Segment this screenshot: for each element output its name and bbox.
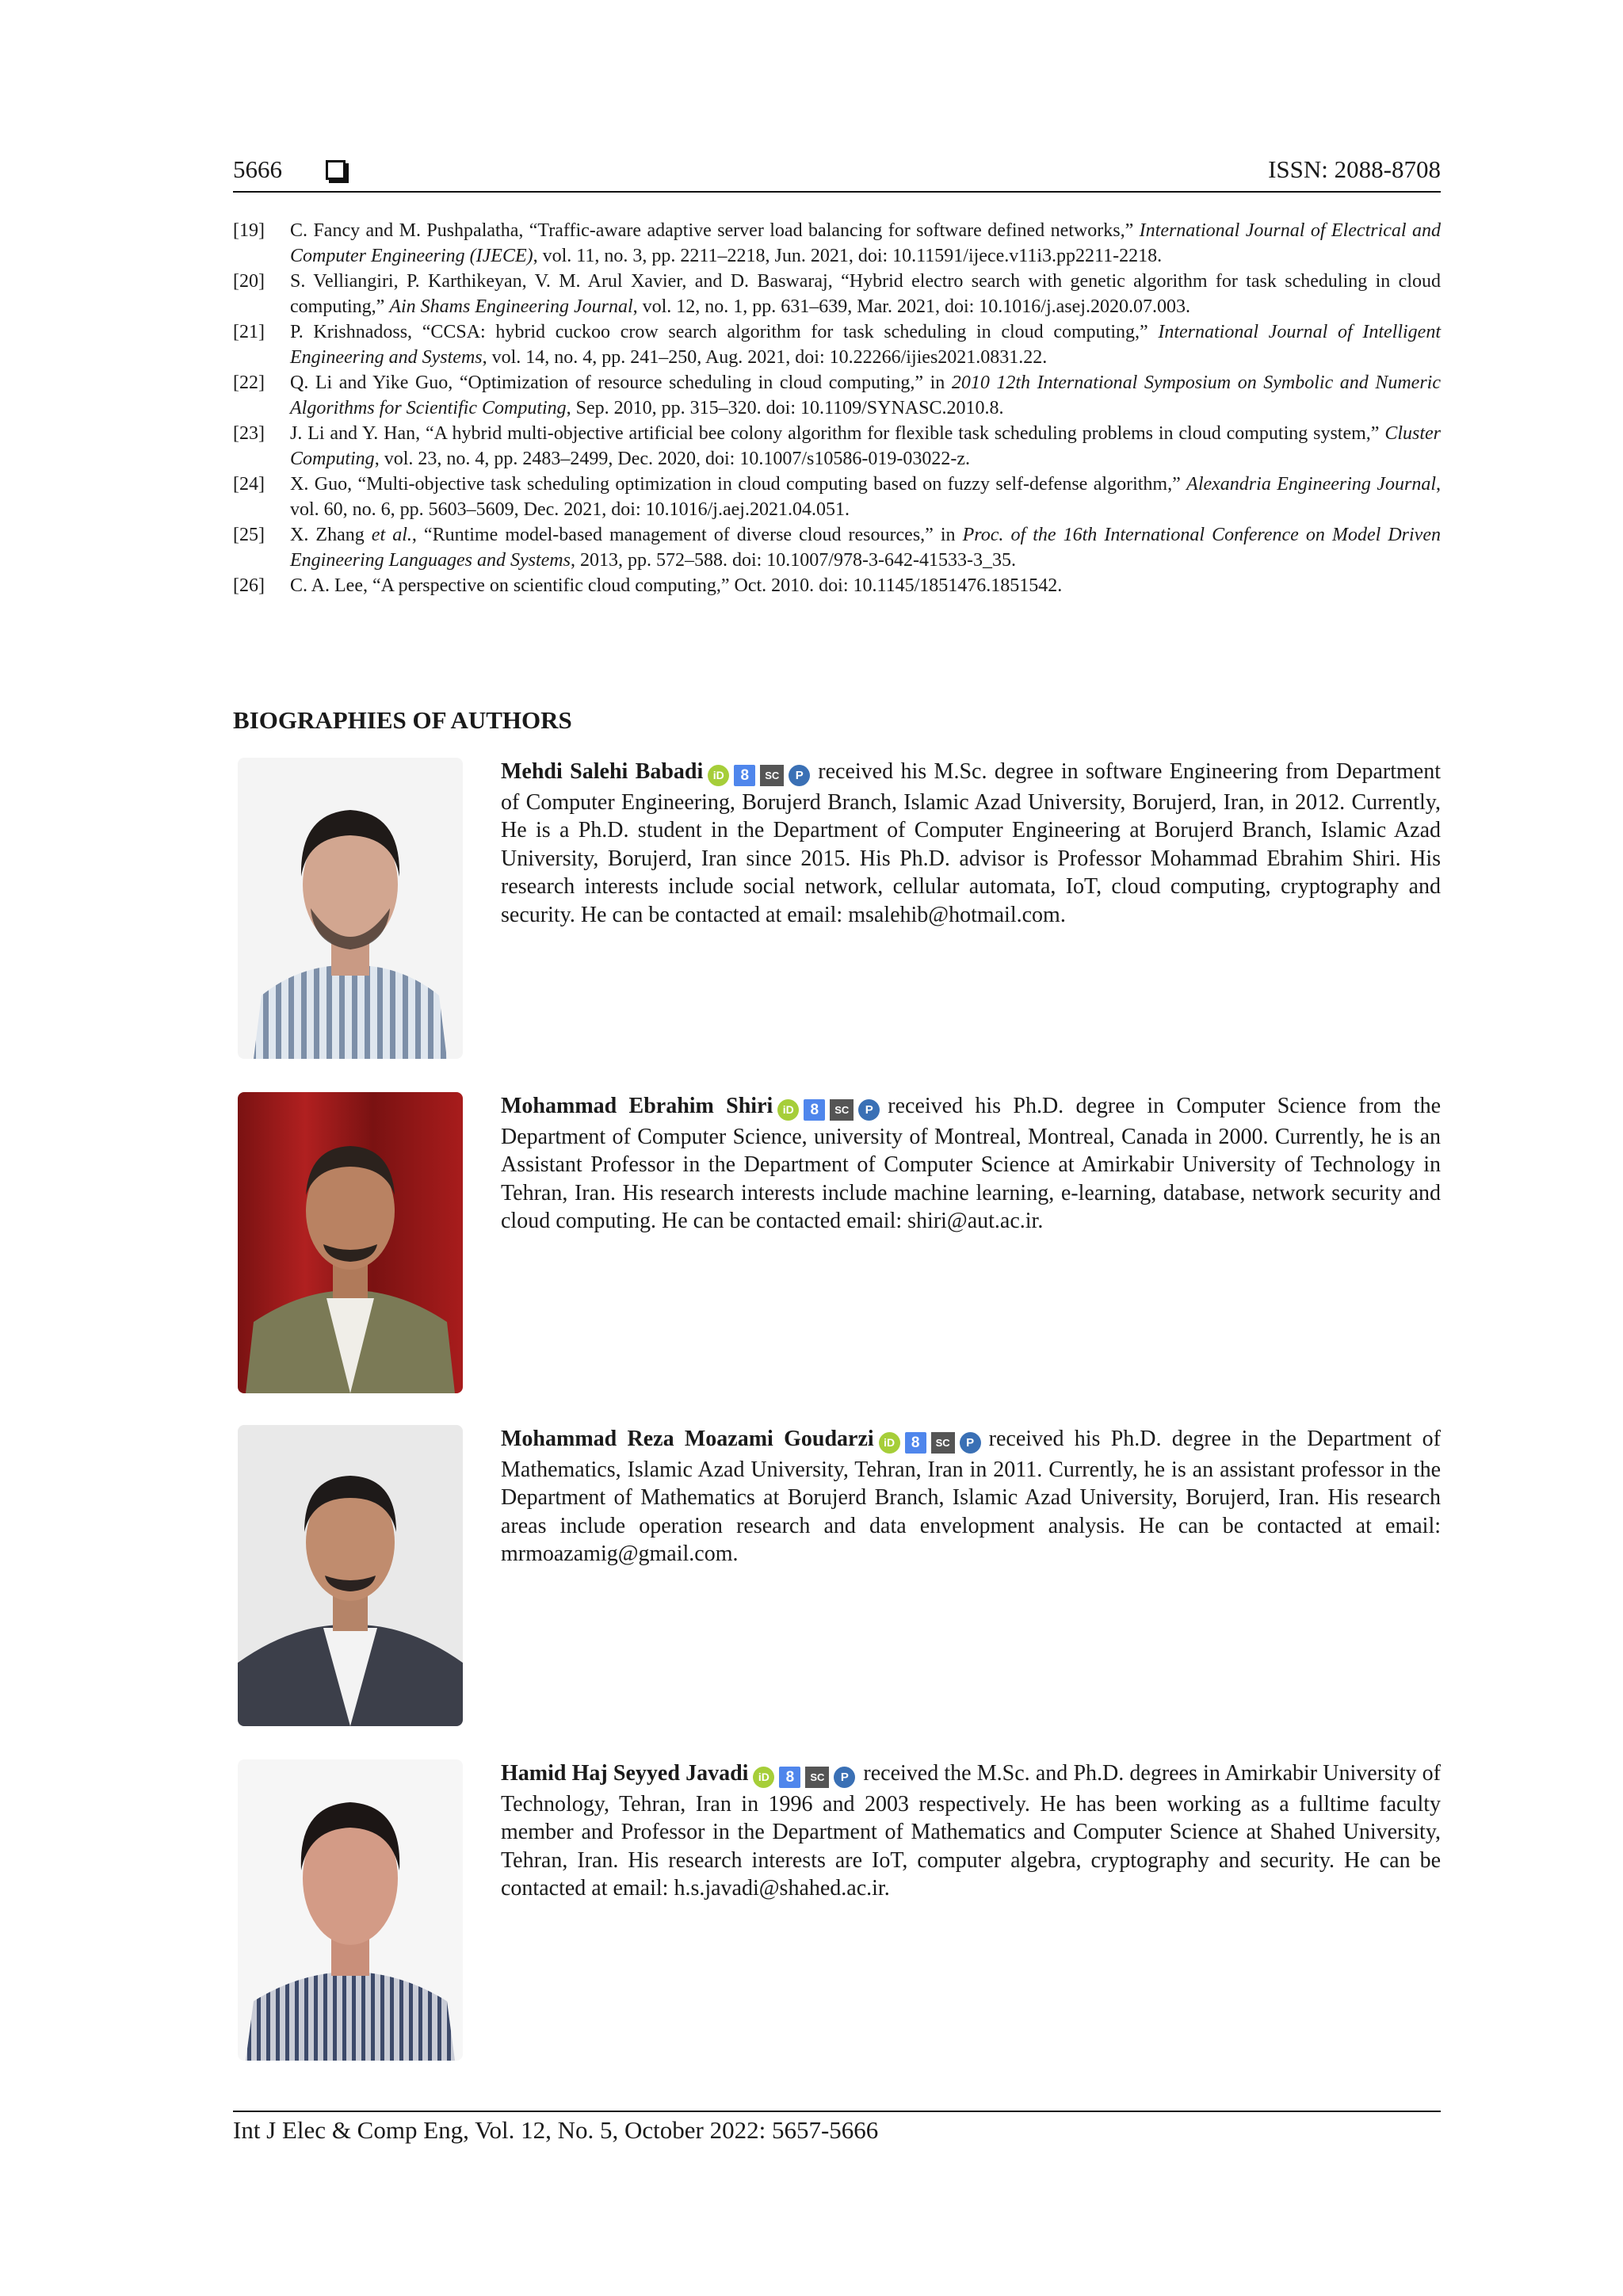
reference-item [233, 269, 1441, 319]
reference-text: J. Li and Y. Han, “A hybrid multi-objective artificial bee colony algorithm for flexible task scheduling problems in cloud computing system,” Cluster Computing, vol. 23, no. 4, pp. 2483–2499, Dec. 2020, doi: 10.1007/s10586-019-03022-z. [290, 423, 1441, 469]
reference-text: C. A. Lee, “A perspective on scientific cloud computing,” Oct. 2010. doi: 10.1145/1851476.1851542. [290, 575, 1063, 596]
biographies-heading: BIOGRAPHIES OF AUTHORS [233, 706, 572, 734]
reference-item [233, 573, 1441, 598]
author-bio [238, 1425, 1441, 1726]
google-scholar-icon[interactable]: 8 [779, 1767, 800, 1788]
author-photo [238, 758, 463, 1059]
author-bio-text: Mohammad Reza Moazami Goudarzi iD 8 SC P received his Ph.D. degree in the Department of Mathematics, Islamic Azad University, Tehran, Iran in 2011. Currently, he is an assistant professor in the Department of Mathematics at Borujerd Branch, Islamic Azad University, Borujerd, Iran. His research areas include operation research and data envelopment analysis. He can be contacted at email: mrmoazamig@gmail.com. [501, 1427, 1441, 1566]
reference-number: [22] [233, 372, 265, 393]
reference-number: [19] [233, 220, 265, 241]
author-name: Hamid Haj Seyyed Javadi [501, 1761, 749, 1786]
square-box-icon [326, 160, 346, 180]
reference-text: X. Guo, “Multi-objective task scheduling optimization in cloud computing based on fuzzy self-defense algorithm,” Alexandria Engineering Journal, vol. 60, no. 6, pp. 5603–5609, Dec. 2021, doi: 10.1016/j.aej.2021.04.051. [290, 474, 1441, 520]
author-photo [238, 1425, 463, 1726]
author-bio-text: Hamid Haj Seyyed Javadi iD 8 SC P received the M.Sc. and Ph.D. degrees in Amirkabir University of Technology, Tehran, Iran in 1996 and 2003 respectively. He has been working as a fulltime faculty member and Professor in the Department of Mathematics and Computer Science at Shahed University, Tehran, Iran. His research interests are IoT, computer algebra, cryptography and security. He can be contacted at email: h.s.javadi@shahed.ac.ir. [501, 1761, 1441, 1901]
orcid-icon[interactable]: iD [753, 1767, 774, 1788]
google-scholar-icon[interactable]: 8 [804, 1099, 825, 1121]
google-scholar-icon[interactable]: 8 [905, 1432, 926, 1454]
author-bio-text: Mohammad Ebrahim Shiri iD 8 SC P received his Ph.D. degree in Computer Science from the Department of Computer Science, university of Montreal, Montreal, Canada in 2000. Currently, he is an Assistant Professor in the Department of Computer Science at Amirkabir University of Technology in Tehran, Iran. His research interests include machine learning, e-learning, database, network security and cloud computing. He can be contacted email: shiri@aut.ac.ir. [501, 1094, 1442, 1233]
author-bio [238, 1759, 1441, 2061]
reference-item [233, 421, 1441, 472]
author-name: Mohammad Reza Moazami Goudarzi [501, 1427, 874, 1451]
issn-label: ISSN: 2088-8708 [1268, 155, 1441, 183]
scopus-icon[interactable]: SC [931, 1432, 955, 1454]
scopus-icon[interactable]: SC [830, 1099, 854, 1121]
reference-number: [25] [233, 525, 265, 545]
reference-item [233, 522, 1441, 573]
publons-icon[interactable]: P [834, 1767, 855, 1788]
publons-icon[interactable]: P [789, 765, 810, 786]
orcid-icon[interactable]: iD [708, 765, 729, 786]
profile-icons [708, 760, 815, 789]
reference-number: [26] [233, 575, 265, 596]
reference-text: S. Velliangiri, P. Karthikeyan, V. M. Arul Xavier, and D. Baswaraj, “Hybrid electro search with genetic algorithm for task scheduling in cloud computing,” Ain Shams Engineering Journal, vol. 12, no. 1, pp. 631–639, Mar. 2021, doi: 10.1016/j.asej.2020.07.003. [290, 271, 1441, 317]
author-name: Mohammad Ebrahim Shiri [501, 1094, 773, 1118]
author-bio [238, 758, 1441, 1059]
reference-number: [24] [233, 474, 265, 495]
scopus-icon[interactable]: SC [805, 1767, 829, 1788]
reference-number: [21] [233, 322, 265, 342]
reference-text: P. Krishnadoss, “CCSA: hybrid cuckoo crow search algorithm for task scheduling in cloud computing,” International Journal of Intelligent Engineering and Systems, vol. 14, no. 4, pp. 241–250, Aug. 2021, doi: 10.22266/ijies2021.0831.22. [290, 322, 1441, 368]
profile-icons [777, 1095, 884, 1123]
google-scholar-icon[interactable]: 8 [734, 765, 755, 786]
orcid-icon[interactable]: iD [777, 1099, 799, 1121]
author-photo [238, 1759, 463, 2061]
header-rule [233, 191, 1441, 193]
profile-icons [753, 1762, 860, 1790]
profile-icons [879, 1427, 986, 1456]
author-bio [238, 1092, 1441, 1393]
reference-item [233, 472, 1441, 522]
publons-icon[interactable]: P [858, 1099, 880, 1121]
footer-citation: Int J Elec & Comp Eng, Vol. 12, No. 5, October 2022: 5657-5666 [233, 2116, 879, 2144]
orcid-icon[interactable]: iD [879, 1432, 900, 1454]
author-photo [238, 1092, 463, 1393]
author-bio-text: Mehdi Salehi Babadi iD 8 SC P received his M.Sc. degree in software Engineering from Department of Computer Engineering, Borujerd Branch, Islamic Azad University, Borujerd, Iran, in 2012. Currently, He is a Ph.D. student in the Department of Computer Engineering at Borujerd Branch, Islamic Azad University, Borujerd, Iran since 2015. His Ph.D. advisor is Professor Mohammad Ebrahim Shiri. His research interests include social network, cellular automata, IoT, cloud computing, cryptography and security. He can be contacted at email: msalehib@hotmail.com. [501, 759, 1442, 927]
page-number: 5666 [233, 155, 282, 183]
footer-rule [233, 2111, 1441, 2112]
reference-item [233, 319, 1441, 370]
page-header [233, 155, 1441, 193]
reference-text: X. Zhang et al., “Runtime model-based management of diverse cloud resources,” in Proc. of the 16th International Conference on Model Driven Engineering Languages and Systems, 2013, pp. 572–588. doi: 10.1007/978-3-642-41533-3_35. [290, 525, 1441, 571]
reference-list [233, 218, 1441, 598]
reference-item [233, 218, 1441, 269]
author-name: Mehdi Salehi Babadi [501, 759, 704, 784]
reference-text: Q. Li and Yike Guo, “Optimization of resource scheduling in cloud computing,” in 2010 12th International Symposium on Symbolic and Numeric Algorithms for Scientific Computing, Sep. 2010, pp. 315–320. doi: 10.1109/SYNASC.2010.8. [290, 372, 1441, 418]
publons-icon[interactable]: P [960, 1432, 981, 1454]
reference-number: [20] [233, 271, 265, 292]
scopus-icon[interactable]: SC [760, 765, 784, 786]
reference-number: [23] [233, 423, 265, 444]
reference-item [233, 370, 1441, 421]
reference-text: C. Fancy and M. Pushpalatha, “Traffic-aware adaptive server load balancing for software defined networks,” International Journal of Electrical and Computer Engineering (IJECE), vol. 11, no. 3, pp. 2211–2218, Jun. 2021, doi: 10.11591/ijece.v11i3.pp2211-2218. [290, 220, 1441, 266]
